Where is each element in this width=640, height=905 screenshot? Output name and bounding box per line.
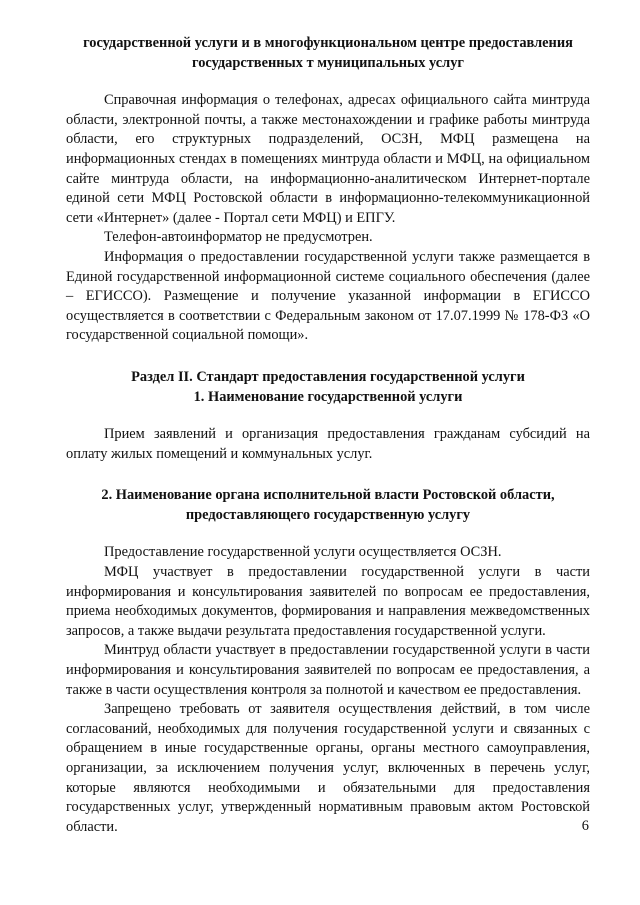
paragraph-prohibition: Запрещено требовать от заявителя осуществления действий, в том числе согласований, необходимых для получения государственной услуги и связанных с обращением в иные государственные органы, органы местного самоуправления, организации, за исключением получения услуг, включенных в перечень услуг, которые являются необходимыми и обязательными для предоставления государственных услуг, утвержденный нормативным правовым актом Ростовской области. <box>66 701 590 835</box>
section-2-title: Раздел II. Стандарт предоставления государственной услуги <box>131 368 525 385</box>
subsection-2-title-line-2: предоставляющего государственную услугу <box>185 506 471 523</box>
spacer <box>66 525 590 543</box>
subsection-2-title-line-1: 2. Наименование органа исполнительной власти Ростовской области, <box>101 487 555 504</box>
spacer <box>66 346 590 368</box>
intro-heading-line-1: государственной услуги и в многофункциональном центре предоставления <box>83 35 573 51</box>
paragraph-autoinformer: Телефон-автоинформатор не предусмотрен. <box>104 229 373 246</box>
spacer <box>66 407 590 425</box>
paragraph-mintrud: Минтруд области участвует в предоставлении государственной услуги в части информирования и консультирования заявителей по вопросам ее предоставления, а также в части осуществления контроля за полнотой и качеством ее предоставления. <box>66 642 590 698</box>
subsection-1-title: 1. Наименование государственной услуги <box>193 388 463 405</box>
spacer <box>66 464 590 486</box>
spacer <box>66 73 590 91</box>
page-number: 6 <box>581 818 589 834</box>
paragraph-oszn: Предоставление государственной услуги осуществляется ОСЗН. <box>104 544 502 561</box>
paragraph-egisso: Информация о предоставлении государственной услуги также размещается в Единой государственной информационной системе социального обеспечения (далее – ЕГИССО). Размещение и получение указанной информации в ЕГИССО осуществляется в соответствии с Федеральным законом от 17.07.1999 № 178-ФЗ «О государственной социальной помощи». <box>66 248 590 344</box>
paragraph-service-name: Прием заявлений и организация предоставления гражданам субсидий на оплату жилых помещений и коммунальных услуг. <box>66 426 590 462</box>
intro-heading-line-2: государственных т муниципальных услуг <box>192 54 464 71</box>
paragraph-mfc: МФЦ участвует в предоставлении государственной услуги в части информирования и консультирования заявителей по вопросам ее предоставления, приема необходимых документов, формирования и направления межведомственных запросов, а также выдачи результата предоставления государственной услуги. <box>66 564 590 639</box>
paragraph-contact-info: Справочная информация о телефонах, адресах официального сайта минтруда области, электронной почты, а также местонахождении и графике работы минтруда области, его структурных подразделений, ОСЗН, МФЦ размещена на информационных стендах в помещениях минтруда области и МФЦ, на официальном сайте минтруда области, на информационно-аналитическом Интернет-портале единой сети МФЦ Ростовской области в информационно-телекоммуникационной сети «Интернет» (далее - Портал сети МФЦ) и ЕПГУ. <box>66 92 590 226</box>
document-body <box>66 34 590 837</box>
